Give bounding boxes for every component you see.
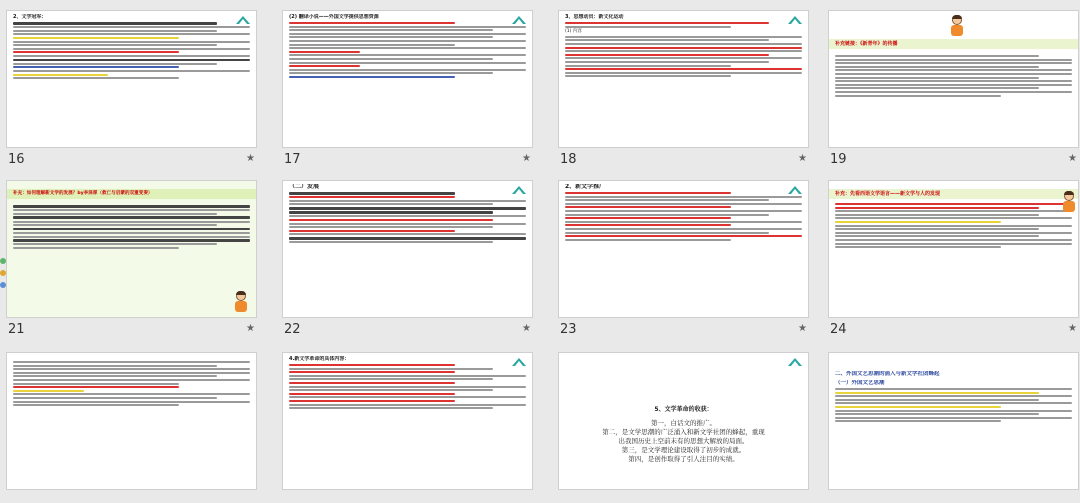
star-icon: ★ [246,323,255,334]
slide-thumb-28[interactable] [828,352,1079,490]
logo-icon [510,356,528,368]
slide-line-5: 第四，是创作取得了引人注目的实绩。 [628,455,739,463]
slide-thumb-25[interactable] [6,352,257,490]
slide-thumb-16[interactable] [6,10,257,167]
slide-number: 16 [8,152,25,167]
slide-title: 2、新文学推广 [565,184,606,190]
star-icon: ★ [246,153,255,164]
slide-canvas [558,352,809,490]
slide-thumb-17[interactable] [282,10,533,167]
star-icon: ★ [1068,323,1077,334]
slide-title: 补充链接：《新青年》的传播 [835,41,898,47]
slide-number: 24 [830,322,847,337]
slide-thumb-24[interactable] [828,180,1079,337]
logo-icon [510,14,528,26]
slide-title: 2、文学冠军： [13,14,47,20]
slide-title: 补充：先看西语文学语言——新文学与人的发现 [835,191,941,197]
slide-line-4: 第三，是文学理论建设取得了初步的成就。 [621,446,746,454]
slide-canvas [558,10,809,148]
slide-number: 23 [560,322,577,337]
slide-number: 17 [284,152,301,167]
slide-thumb-19[interactable] [828,10,1079,167]
slide-thumb-26[interactable] [282,352,533,490]
logo-icon [786,14,804,26]
tool-dot-icon[interactable] [0,282,6,288]
slide-canvas [6,10,257,148]
slide-canvas [828,352,1079,490]
star-icon: ★ [798,153,807,164]
slide-line-2: 第二，是文学思潮的广泛涌入和新文学社团的蜂起，重现 [602,428,765,436]
slide-thumb-27[interactable] [558,352,809,490]
slide-title: 补充：如何理解新文学的发展？by李泽厚（救亡与启蒙的双重变奏） [13,191,153,196]
slide-line-1: 第一，白话文的推广。 [651,419,716,427]
logo-icon [234,14,252,26]
tool-dot-icon[interactable] [0,258,6,264]
slide-canvas [828,10,1079,148]
slide-title: 3、思想动员：新文化运动 [565,14,624,20]
slide-canvas [6,180,257,318]
slide-canvas [282,180,533,318]
slide-subtitle: （一）外国文艺思潮 [835,380,885,386]
logo-icon [786,356,804,368]
slide-thumb-22[interactable] [282,180,533,337]
slide-number: 19 [830,152,847,167]
star-icon: ★ [1068,153,1077,164]
slide-thumb-18[interactable] [558,10,809,167]
cartoon-boy-icon [233,291,249,313]
tool-dot-icon[interactable] [0,270,6,276]
slide-title: (2) 翻译小说——外国文学提供思想资源 [289,14,379,20]
logo-icon [510,184,528,196]
slide-number: 21 [8,322,25,337]
logo-icon [786,184,804,196]
slide-canvas [282,352,533,490]
slide-title: 4.新文学革命的具体内容： [289,356,350,362]
star-icon: ★ [522,323,531,334]
slide-canvas [282,10,533,148]
slide-thumb-23[interactable] [558,180,809,337]
cartoon-boy-icon [1061,191,1077,213]
slide-canvas [6,352,257,490]
slide-title: 二、外国文艺思潮的涌入与新文学社团蜂起 [835,371,940,377]
star-icon: ★ [798,323,807,334]
star-icon: ★ [522,153,531,164]
cartoon-boy-icon [949,15,965,37]
slide-number: 22 [284,322,301,337]
slide-canvas [828,180,1079,318]
slide-title: （二）发展 [289,184,320,190]
slide-thumb-21[interactable] [6,180,257,337]
slide-canvas [558,180,809,318]
slide-title: 5、文学革命的收获： [654,406,713,413]
slide-line-3: 出我国历史上空前未有的思想大解放的局面。 [618,437,749,445]
slide-number: 18 [560,152,577,167]
slide-subheading: (1) 内容 [565,29,582,35]
